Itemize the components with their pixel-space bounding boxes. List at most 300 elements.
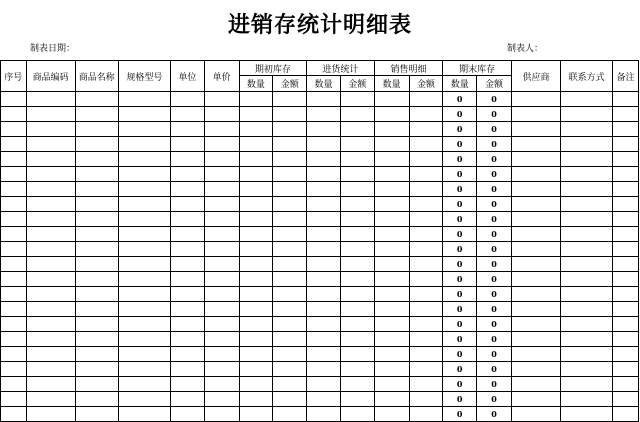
closing-amount-cell[interactable]: 0 [477, 347, 512, 362]
table-cell[interactable] [239, 227, 273, 242]
table-cell[interactable] [26, 137, 75, 152]
table-cell[interactable] [409, 407, 443, 422]
table-cell[interactable] [75, 137, 118, 152]
table-cell[interactable] [75, 242, 118, 257]
table-cell[interactable] [118, 287, 170, 302]
table-cell[interactable] [307, 92, 341, 107]
closing-qty-cell[interactable]: 0 [443, 362, 477, 377]
table-cell[interactable] [561, 407, 613, 422]
table-cell[interactable] [239, 407, 273, 422]
table-cell[interactable] [26, 302, 75, 317]
table-cell[interactable] [1, 212, 27, 227]
closing-qty-cell[interactable]: 0 [443, 152, 477, 167]
closing-amount-cell[interactable]: 0 [477, 92, 512, 107]
table-cell[interactable] [273, 392, 307, 407]
table-cell[interactable] [613, 392, 639, 407]
table-cell[interactable] [75, 287, 118, 302]
table-cell[interactable] [409, 137, 443, 152]
table-cell[interactable] [613, 242, 639, 257]
closing-amount-cell[interactable]: 0 [477, 272, 512, 287]
closing-qty-cell[interactable]: 0 [443, 122, 477, 137]
table-cell[interactable] [118, 152, 170, 167]
table-cell[interactable] [340, 392, 374, 407]
table-cell[interactable] [374, 362, 409, 377]
table-cell[interactable] [374, 242, 409, 257]
table-cell[interactable] [374, 167, 409, 182]
table-cell[interactable] [511, 182, 560, 197]
table-cell[interactable] [409, 107, 443, 122]
table-cell[interactable] [273, 92, 307, 107]
table-cell[interactable] [511, 362, 560, 377]
table-cell[interactable] [204, 407, 239, 422]
closing-qty-cell[interactable]: 0 [443, 287, 477, 302]
closing-qty-cell[interactable]: 0 [443, 242, 477, 257]
table-cell[interactable] [613, 257, 639, 272]
table-cell[interactable] [340, 347, 374, 362]
table-cell[interactable] [409, 392, 443, 407]
table-cell[interactable] [409, 197, 443, 212]
closing-qty-cell[interactable]: 0 [443, 332, 477, 347]
table-cell[interactable] [409, 287, 443, 302]
table-cell[interactable] [409, 302, 443, 317]
table-cell[interactable] [374, 137, 409, 152]
closing-qty-cell[interactable]: 0 [443, 227, 477, 242]
table-cell[interactable] [75, 212, 118, 227]
table-cell[interactable] [170, 227, 204, 242]
table-cell[interactable] [75, 107, 118, 122]
table-cell[interactable] [204, 302, 239, 317]
closing-amount-cell[interactable]: 0 [477, 227, 512, 242]
table-cell[interactable] [1, 392, 27, 407]
table-cell[interactable] [239, 317, 273, 332]
table-cell[interactable] [1, 257, 27, 272]
table-cell[interactable] [239, 362, 273, 377]
table-cell[interactable] [613, 92, 639, 107]
table-cell[interactable] [170, 362, 204, 377]
table-cell[interactable] [118, 122, 170, 137]
closing-qty-cell[interactable]: 0 [443, 407, 477, 422]
table-cell[interactable] [1, 137, 27, 152]
table-cell[interactable] [75, 92, 118, 107]
table-cell[interactable] [561, 122, 613, 137]
table-cell[interactable] [561, 332, 613, 347]
closing-qty-cell[interactable]: 0 [443, 317, 477, 332]
table-cell[interactable] [307, 317, 341, 332]
table-cell[interactable] [409, 242, 443, 257]
table-cell[interactable] [374, 197, 409, 212]
table-cell[interactable] [511, 407, 560, 422]
table-cell[interactable] [239, 347, 273, 362]
table-cell[interactable] [26, 212, 75, 227]
table-cell[interactable] [204, 317, 239, 332]
table-cell[interactable] [75, 332, 118, 347]
closing-amount-cell[interactable]: 0 [477, 212, 512, 227]
table-cell[interactable] [1, 242, 27, 257]
closing-amount-cell[interactable]: 0 [477, 107, 512, 122]
table-cell[interactable] [118, 212, 170, 227]
table-cell[interactable] [613, 302, 639, 317]
table-cell[interactable] [1, 152, 27, 167]
table-cell[interactable] [340, 212, 374, 227]
table-cell[interactable] [307, 377, 341, 392]
table-cell[interactable] [340, 377, 374, 392]
table-cell[interactable] [307, 227, 341, 242]
table-cell[interactable] [273, 257, 307, 272]
table-cell[interactable] [340, 122, 374, 137]
table-cell[interactable] [273, 107, 307, 122]
table-cell[interactable] [118, 137, 170, 152]
closing-qty-cell[interactable]: 0 [443, 392, 477, 407]
table-cell[interactable] [613, 332, 639, 347]
table-cell[interactable] [409, 362, 443, 377]
table-cell[interactable] [511, 122, 560, 137]
table-cell[interactable] [118, 272, 170, 287]
table-cell[interactable] [239, 167, 273, 182]
table-cell[interactable] [26, 152, 75, 167]
table-cell[interactable] [75, 392, 118, 407]
table-cell[interactable] [239, 212, 273, 227]
table-cell[interactable] [273, 152, 307, 167]
table-cell[interactable] [26, 227, 75, 242]
table-cell[interactable] [1, 332, 27, 347]
table-cell[interactable] [75, 257, 118, 272]
closing-qty-cell[interactable]: 0 [443, 197, 477, 212]
table-cell[interactable] [170, 272, 204, 287]
table-cell[interactable] [409, 332, 443, 347]
table-cell[interactable] [273, 227, 307, 242]
table-cell[interactable] [273, 332, 307, 347]
table-cell[interactable] [239, 197, 273, 212]
closing-qty-cell[interactable]: 0 [443, 302, 477, 317]
table-cell[interactable] [374, 392, 409, 407]
closing-amount-cell[interactable]: 0 [477, 302, 512, 317]
table-cell[interactable] [118, 392, 170, 407]
table-cell[interactable] [561, 317, 613, 332]
closing-amount-cell[interactable]: 0 [477, 332, 512, 347]
table-cell[interactable] [409, 212, 443, 227]
table-cell[interactable] [75, 152, 118, 167]
closing-qty-cell[interactable]: 0 [443, 107, 477, 122]
table-cell[interactable] [511, 332, 560, 347]
table-cell[interactable] [75, 362, 118, 377]
closing-amount-cell[interactable]: 0 [477, 377, 512, 392]
table-cell[interactable] [239, 257, 273, 272]
table-cell[interactable] [118, 182, 170, 197]
table-cell[interactable] [239, 107, 273, 122]
table-cell[interactable] [170, 92, 204, 107]
table-cell[interactable] [374, 92, 409, 107]
table-cell[interactable] [118, 362, 170, 377]
table-cell[interactable] [1, 197, 27, 212]
table-cell[interactable] [204, 227, 239, 242]
table-cell[interactable] [511, 347, 560, 362]
table-cell[interactable] [239, 302, 273, 317]
table-cell[interactable] [1, 272, 27, 287]
table-cell[interactable] [170, 377, 204, 392]
table-cell[interactable] [409, 272, 443, 287]
table-cell[interactable] [118, 92, 170, 107]
table-cell[interactable] [118, 332, 170, 347]
table-cell[interactable] [613, 287, 639, 302]
table-cell[interactable] [204, 332, 239, 347]
table-cell[interactable] [307, 362, 341, 377]
table-cell[interactable] [204, 242, 239, 257]
table-cell[interactable] [26, 317, 75, 332]
table-cell[interactable] [273, 137, 307, 152]
table-cell[interactable] [1, 407, 27, 422]
table-cell[interactable] [340, 407, 374, 422]
closing-qty-cell[interactable]: 0 [443, 272, 477, 287]
table-cell[interactable] [118, 407, 170, 422]
table-cell[interactable] [511, 212, 560, 227]
table-cell[interactable] [118, 107, 170, 122]
table-cell[interactable] [561, 137, 613, 152]
table-cell[interactable] [374, 227, 409, 242]
table-cell[interactable] [613, 152, 639, 167]
closing-amount-cell[interactable]: 0 [477, 392, 512, 407]
table-cell[interactable] [26, 257, 75, 272]
table-cell[interactable] [409, 122, 443, 137]
table-cell[interactable] [374, 302, 409, 317]
table-cell[interactable] [374, 332, 409, 347]
table-cell[interactable] [561, 272, 613, 287]
table-cell[interactable] [1, 317, 27, 332]
table-cell[interactable] [511, 392, 560, 407]
table-cell[interactable] [613, 212, 639, 227]
table-cell[interactable] [239, 92, 273, 107]
table-cell[interactable] [273, 347, 307, 362]
table-cell[interactable] [118, 317, 170, 332]
table-cell[interactable] [511, 227, 560, 242]
table-cell[interactable] [273, 272, 307, 287]
table-cell[interactable] [75, 122, 118, 137]
table-cell[interactable] [26, 332, 75, 347]
table-cell[interactable] [75, 227, 118, 242]
table-cell[interactable] [1, 287, 27, 302]
table-cell[interactable] [170, 107, 204, 122]
table-cell[interactable] [204, 122, 239, 137]
table-cell[interactable] [374, 122, 409, 137]
table-cell[interactable] [118, 227, 170, 242]
table-cell[interactable] [307, 332, 341, 347]
table-cell[interactable] [340, 302, 374, 317]
table-cell[interactable] [75, 182, 118, 197]
table-cell[interactable] [204, 107, 239, 122]
table-cell[interactable] [613, 137, 639, 152]
table-cell[interactable] [511, 92, 560, 107]
table-cell[interactable] [75, 167, 118, 182]
table-cell[interactable] [409, 92, 443, 107]
table-cell[interactable] [409, 257, 443, 272]
table-cell[interactable] [561, 212, 613, 227]
table-cell[interactable] [409, 377, 443, 392]
table-cell[interactable] [409, 152, 443, 167]
table-cell[interactable] [561, 152, 613, 167]
table-cell[interactable] [170, 182, 204, 197]
table-cell[interactable] [307, 122, 341, 137]
table-cell[interactable] [561, 227, 613, 242]
table-cell[interactable] [374, 257, 409, 272]
table-cell[interactable] [273, 302, 307, 317]
table-cell[interactable] [273, 362, 307, 377]
table-cell[interactable] [204, 212, 239, 227]
closing-qty-cell[interactable]: 0 [443, 182, 477, 197]
table-cell[interactable] [1, 362, 27, 377]
table-cell[interactable] [26, 347, 75, 362]
table-cell[interactable] [561, 362, 613, 377]
table-cell[interactable] [340, 257, 374, 272]
closing-qty-cell[interactable]: 0 [443, 167, 477, 182]
table-cell[interactable] [561, 197, 613, 212]
table-cell[interactable] [170, 287, 204, 302]
table-cell[interactable] [273, 122, 307, 137]
table-cell[interactable] [307, 272, 341, 287]
table-cell[interactable] [613, 407, 639, 422]
table-cell[interactable] [613, 197, 639, 212]
table-cell[interactable] [340, 362, 374, 377]
closing-qty-cell[interactable]: 0 [443, 257, 477, 272]
table-cell[interactable] [118, 302, 170, 317]
table-cell[interactable] [273, 407, 307, 422]
table-cell[interactable] [340, 182, 374, 197]
table-cell[interactable] [204, 137, 239, 152]
table-cell[interactable] [374, 107, 409, 122]
table-cell[interactable] [204, 167, 239, 182]
table-cell[interactable] [374, 377, 409, 392]
table-cell[interactable] [307, 197, 341, 212]
table-cell[interactable] [307, 302, 341, 317]
table-cell[interactable] [340, 107, 374, 122]
table-cell[interactable] [26, 392, 75, 407]
table-cell[interactable] [75, 407, 118, 422]
table-cell[interactable] [170, 197, 204, 212]
table-cell[interactable] [204, 287, 239, 302]
closing-amount-cell[interactable]: 0 [477, 362, 512, 377]
table-cell[interactable] [273, 167, 307, 182]
table-cell[interactable] [511, 287, 560, 302]
table-cell[interactable] [307, 182, 341, 197]
table-cell[interactable] [239, 137, 273, 152]
table-cell[interactable] [511, 167, 560, 182]
table-cell[interactable] [561, 167, 613, 182]
table-cell[interactable] [239, 242, 273, 257]
table-cell[interactable] [170, 242, 204, 257]
table-cell[interactable] [374, 152, 409, 167]
table-cell[interactable] [374, 182, 409, 197]
table-cell[interactable] [511, 302, 560, 317]
table-cell[interactable] [307, 287, 341, 302]
table-cell[interactable] [561, 182, 613, 197]
table-cell[interactable] [26, 407, 75, 422]
table-cell[interactable] [1, 167, 27, 182]
table-cell[interactable] [26, 287, 75, 302]
table-cell[interactable] [561, 287, 613, 302]
table-cell[interactable] [239, 272, 273, 287]
table-cell[interactable] [374, 347, 409, 362]
closing-qty-cell[interactable]: 0 [443, 377, 477, 392]
table-cell[interactable] [561, 242, 613, 257]
table-cell[interactable] [511, 257, 560, 272]
table-cell[interactable] [340, 167, 374, 182]
table-cell[interactable] [273, 212, 307, 227]
table-cell[interactable] [273, 317, 307, 332]
table-cell[interactable] [374, 212, 409, 227]
table-cell[interactable] [613, 107, 639, 122]
table-cell[interactable] [511, 197, 560, 212]
table-cell[interactable] [204, 272, 239, 287]
table-cell[interactable] [561, 302, 613, 317]
table-cell[interactable] [561, 107, 613, 122]
table-cell[interactable] [613, 227, 639, 242]
table-cell[interactable] [118, 197, 170, 212]
table-cell[interactable] [561, 347, 613, 362]
table-cell[interactable] [204, 92, 239, 107]
table-cell[interactable] [409, 347, 443, 362]
table-cell[interactable] [26, 377, 75, 392]
table-cell[interactable] [307, 392, 341, 407]
table-cell[interactable] [307, 257, 341, 272]
table-cell[interactable] [307, 167, 341, 182]
table-cell[interactable] [26, 122, 75, 137]
table-cell[interactable] [613, 182, 639, 197]
table-cell[interactable] [204, 257, 239, 272]
table-cell[interactable] [511, 272, 560, 287]
closing-amount-cell[interactable]: 0 [477, 137, 512, 152]
table-cell[interactable] [561, 92, 613, 107]
table-cell[interactable] [340, 317, 374, 332]
closing-qty-cell[interactable]: 0 [443, 137, 477, 152]
table-cell[interactable] [273, 287, 307, 302]
closing-amount-cell[interactable]: 0 [477, 287, 512, 302]
table-cell[interactable] [1, 227, 27, 242]
table-cell[interactable] [307, 212, 341, 227]
table-cell[interactable] [204, 392, 239, 407]
table-cell[interactable] [273, 242, 307, 257]
table-cell[interactable] [239, 392, 273, 407]
table-cell[interactable] [170, 152, 204, 167]
table-cell[interactable] [204, 182, 239, 197]
table-cell[interactable] [170, 347, 204, 362]
table-cell[interactable] [118, 242, 170, 257]
table-cell[interactable] [511, 107, 560, 122]
table-cell[interactable] [340, 242, 374, 257]
closing-amount-cell[interactable]: 0 [477, 257, 512, 272]
table-cell[interactable] [409, 227, 443, 242]
table-cell[interactable] [374, 407, 409, 422]
table-cell[interactable] [239, 122, 273, 137]
table-cell[interactable] [613, 272, 639, 287]
table-cell[interactable] [409, 167, 443, 182]
table-cell[interactable] [239, 152, 273, 167]
closing-amount-cell[interactable]: 0 [477, 167, 512, 182]
closing-amount-cell[interactable]: 0 [477, 242, 512, 257]
table-cell[interactable] [374, 317, 409, 332]
table-cell[interactable] [1, 122, 27, 137]
table-cell[interactable] [511, 152, 560, 167]
table-cell[interactable] [1, 182, 27, 197]
table-cell[interactable] [204, 362, 239, 377]
table-cell[interactable] [340, 92, 374, 107]
table-cell[interactable] [340, 272, 374, 287]
table-cell[interactable] [613, 362, 639, 377]
table-cell[interactable] [340, 332, 374, 347]
table-cell[interactable] [170, 317, 204, 332]
table-cell[interactable] [511, 137, 560, 152]
table-cell[interactable] [75, 272, 118, 287]
table-cell[interactable] [204, 347, 239, 362]
table-cell[interactable] [561, 257, 613, 272]
table-cell[interactable] [75, 347, 118, 362]
